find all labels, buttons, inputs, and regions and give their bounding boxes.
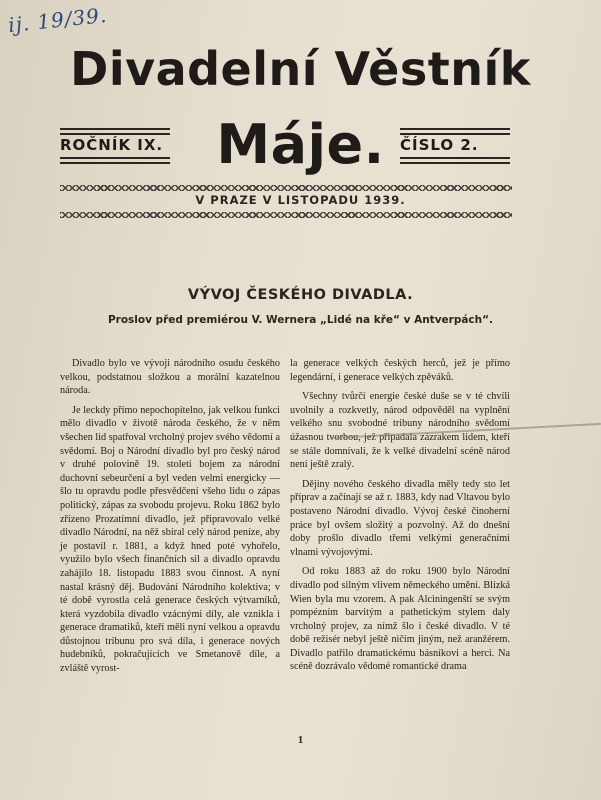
page-number: 1 [297, 734, 304, 746]
paragraph: Divadlo bylo ve vývoji národního osudu českého velkou, podstatnou složkou a morální kazatelnou národa. [60, 358, 280, 397]
issue-label: ČÍSLO 2. [400, 136, 479, 154]
right-column [290, 357, 510, 680]
volume-rule-bottom [60, 157, 170, 164]
volume-label: ROČNÍK IX. [60, 136, 164, 154]
dateline: V PRAZE V LISTOPADU 1939. [195, 193, 406, 207]
paragraph: Od roku 1883 až do roku 1900 bylo Národní divadlo pod silným vlivem německého umění. Blízká Wien byla mu vzorem. A pak Alciningenští se svým pompézním barvitým a pathetickým stylem daly vrcholný projev, za nímž šlo i české divadlo. V té době režisér nebyl ještě ničím jiným, než aranžérem. Divadlo patřilo dramatickému básníkovi a herci. Na scéně dozrávalo vědomé romantické drama [290, 566, 510, 673]
article-subtitle: Proslov před premiérou V. Wernera „Lidé na kře“ v Antverpách“. [107, 314, 494, 326]
handwritten-archive-note: ij. 19/39. [7, 2, 109, 38]
paragraph: Dějiny nového českého divadla měly tedy sto let příprav a začínají se až r. 1883, kdy nad Vltavou bylo postaveno Národní divadlo. Vývoj české činoherní práce byl ovšem složitý a pozvolný. Až do dnešní doby prošlo divadlo třemi velkými generačními vlnami vývojovými. [290, 478, 510, 558]
paragraph: Je leckdy přímo nepochopitelno, jak velkou funkci mělo divadlo v životě národa českého, že v něm všechen lid spatřoval vrcholný projev svého vědomí a svědomí. Boj o Národní divadlo byl pro český národ v druhé polovině 19. století bojem za národní duchovní sebeurčení a byl veden velmi energicky — šlo tu opravdu podle přesvědčení všeho lidu o zápas politický, zápas za svobodu projevu. Roku 1862 bylo zřízeno Prozatímní divadlo, jež připravovalo velké divadlo Národní, na něž sbíral celý národ peníze, aby je postavil r. 1881, a když hned poté vyhořelo, využilo bylo všech finančních sil a divadlo opravdu zahájilo 18. listopadu 1883 svou činnost. A nyní nastal krásný děj. Budování Národního kolektiva; v té době vyrostla celá generace českých výtvarníků, která vyzdobila divadlo vzácnými díly, ale vznikla i generace dramatiků, kteří měli nyní velkou a opravdu důstojnou tribunu pro svá díla, i generace nových hudebníků, pokračujících ve Smetanově díle, a zvláště vyrost- [60, 404, 280, 675]
wavy-divider-bottom [60, 212, 512, 218]
wavy-divider-top [60, 185, 512, 191]
masthead-title-line1: Divadelní Věstník [70, 42, 531, 96]
left-column [60, 357, 280, 682]
issue-rule-top [400, 128, 510, 135]
article-title: VÝVOJ ČESKÉHO DIVADLA. [187, 287, 414, 303]
masthead-title-line2: Máje. [216, 113, 385, 176]
paragraph: la generace velkých českých herců, jež je přímo legendární, i generace velkých zpěváků. [290, 358, 510, 383]
volume-rule-top [60, 128, 170, 135]
issue-rule-bottom [400, 157, 510, 164]
paragraph: Všechny tvůrčí energie české duše se v té chvíli uvolnily a rozkvetly, národ odpověděl na vyplnění velkého snu svobodné tribuny národního svědomí úžasnou tvorbou, jež připadala zázrakem lidem, kteří se stále domnívali, že k velké divadelní scéně národ není ještě zralý. [290, 391, 510, 471]
